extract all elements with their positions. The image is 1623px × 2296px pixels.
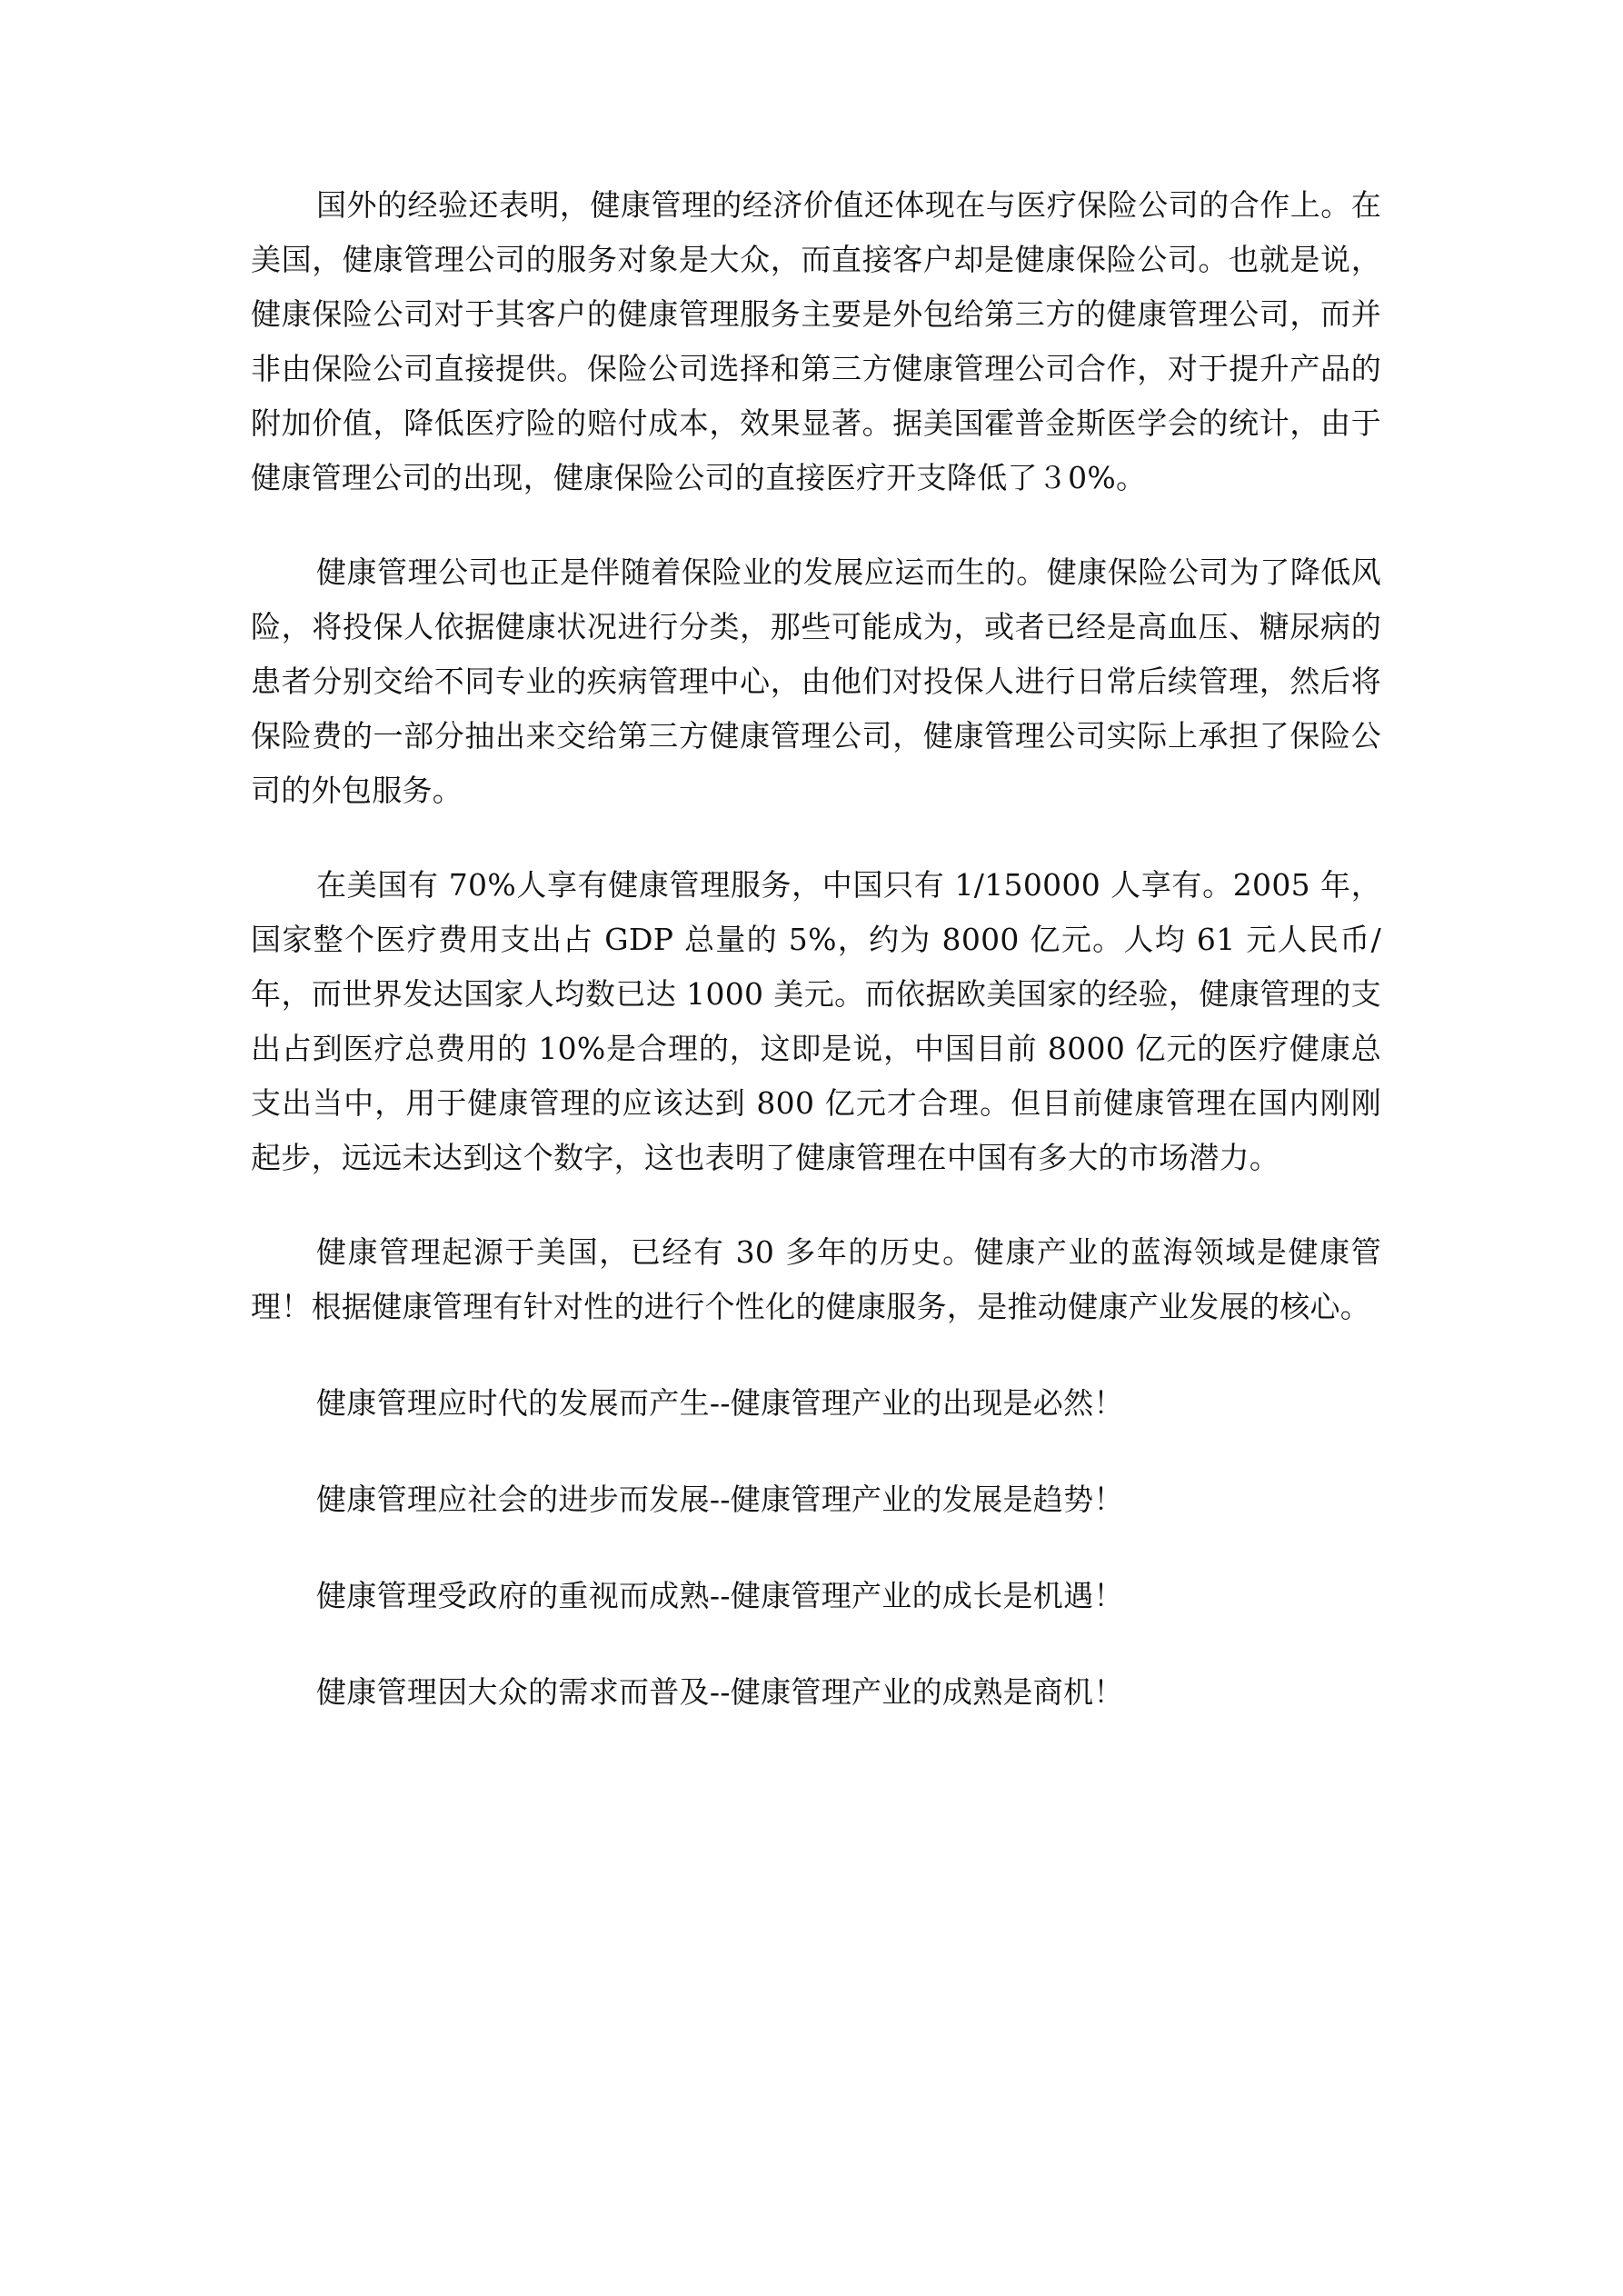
paragraph-insurance-outsourcing: 健康管理公司也正是伴随着保险业的发展应运而生的。健康保险公司为了降低风险，将投保人依据健康状况进行分类，那些可能成为，或者已经是高血压、糖尿病的患者分别交给不同专业的疾病管理中心，由他们对投保人进行日常后续管理，然后将保险费的一部分抽出来交给第三方健康管理公司，健康管理公司实际上承担了保险公司的外包服务。 <box>251 554 1381 808</box>
slogan-line: 健康管理因大众的需求而普及--健康管理产业的成熟是商机！ <box>316 1674 1124 1710</box>
paragraph-market-potential: 在美国有 70%人享有健康管理服务，中国只有 1/150000 人享有。2005 年，国家整个医疗费用支出占 GDP 总量的 5%，约为 8000 亿元。人均 61 元人民币/年，而世界发达国家人均数已达 1000 美元。而依据欧美国家的经验，健康管理的支出占到医疗总费用的 10%是合理的，这即是说，中国目前 8000 亿元的医疗健康总支出当中，用于健康管理的应该达到 800 亿元才合理。但目前健康管理在国内刚刚起步，远远未达到这个数字，这也表明了健康管理在中国有多大的市场潜力。 <box>251 867 1381 1175</box>
slogan-line: 健康管理应社会的进步而发展--健康管理产业的发展是趋势！ <box>316 1482 1124 1517</box>
paragraph-health-insurance-cooperation: 国外的经验还表明，健康管理的经济价值还体现在与医疗保险公司的合作上。在美国，健康管理公司的服务对象是大众，而直接客户却是健康保险公司。也就是说，健康保险公司对于其客户的健康管理服务主要是外包给第三方的健康管理公司，而并非由保险公司直接提供。保险公司选择和第三方健康管理公司合作，对于提升产品的附加价值，降低医疗险的赔付成本，效果显著。据美国霍普金斯医学会的统计，由于健康管理公司的出现，健康保险公司的直接医疗开支降低了３0%。 <box>251 187 1381 495</box>
slogan-line: 健康管理受政府的重视而成熟--健康管理产业的成长是机遇！ <box>316 1578 1124 1613</box>
paragraph-origin-core: 健康管理起源于美国，已经有 30 多年的历史。健康产业的蓝海领域是健康管理！根据健康管理有针对性的进行个性化的健康服务，是推动健康产业发展的核心。 <box>251 1234 1381 1324</box>
slogan-line: 健康管理应时代的发展而产生--健康管理产业的出现是必然！ <box>316 1385 1124 1421</box>
document-body <box>251 178 1381 1762</box>
